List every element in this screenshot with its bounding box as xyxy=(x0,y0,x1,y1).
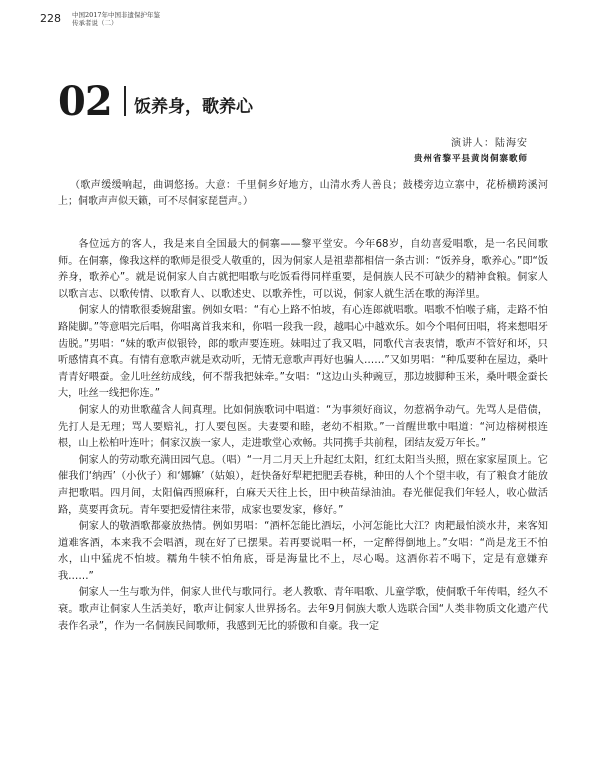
speaker-affiliation: 贵州省黎平县黄岗侗寨歌师 xyxy=(413,154,528,164)
journal-line-2: 传承者说（二） xyxy=(72,19,118,27)
body-paragraph-6: 侗家人一生与歌为伴，侗家人世代与歌同行。老人教歌、青年唱歌、儿童学歌，使侗歌千年传唱，经久不衰。歌声让侗家人生活美好，歌声让侗家人世界扬名。去年9月侗族大歌人选联合国“人类非物质文化遗产代表作名录”，作为一名侗族民间歌师，我感到无比的骄傲和自豪。我一定 xyxy=(58,587,548,632)
speaker-name: 演讲人：陆海安 xyxy=(451,138,528,149)
chapter-number: 02 xyxy=(58,78,112,125)
intro-paragraph: （歌声缓缓响起，曲调悠扬。大意：千里侗乡好地方，山清水秀人善良；鼓楼旁边立寨中，花桥横跨溪河上；侗歌声声似天籁，可不尽侗家琵琶声。） xyxy=(58,180,548,207)
journal-line-1: 中国2017年中国非遗保护年鉴 xyxy=(72,11,161,19)
body-paragraph-1: 各位远方的客人，我是来自全国最大的侗寨——黎平堂安。今年68岁，自幼喜爱唱歌，是一名民间歌师。在侗寨，像我这样的歌师是很受人敬重的，因为侗家人是祖辈都相信一条古训：“饭养身，歌养心。”即“饭养身，歌养心”。就是说侗家人自古就把唱歌与吃饭看得同样重要，是侗族人民不可缺少的精神食粮。侗家人以歌言志、以歌传情、以歌育人、以歌述史、以歌养性，可以说，侗家人就生活在歌的海洋里。 xyxy=(58,239,548,300)
article-body xyxy=(58,237,548,635)
body-paragraph-4: 侗家人的劳动歌充满田园气息。（唱）“一月二月天上升起红太阳，红红太阳当头照，照在家家屋顶上。它催我们‘纳西’（小伙子）和‘娜嫲’（姑娘），赶快备好犁耙把肥丢春桃，种田的人个个望丰收，有了粮食才能放声把歌唱。四月间，太阳偏西照麻秆，白麻天天往上长，田中秧苗绿油油。春光催促我们年轻人，收心做活路，莫要再贪玩。青年要把爱情往来带，成家也要发家，修好。” xyxy=(58,454,548,516)
body-paragraph-5: 侗家人的敬酒歌都豪放热情。例如男唱：“酒杯怎能比酒坛，小河怎能比大江？肉耙最怕淡水井，来客知道难客酒，本来我不会唱酒，现在好了已摆果。若再要说唱一杯，一定醉得倒地上。”女唱：“尚是龙王不怕水，山中猛虎不怕坡。糯角牛犊不怕角底，哥是海量比不上，尽心喝。这酒你若不喝下，定是有意嫌弃我……” xyxy=(58,521,548,582)
body-paragraph-3: 侗家人的劝世歌蕴含人间真理。比如侗族歌词中唱道：“为事须好商议，勿惹祸争动气。先骂人是借债，先打人是无理；骂人要赔礼，打人要包医。夫妻要和睦，老幼不相欺。”一首醒世歌中唱道：“河边榕树根连根，山上松柏叶连叶；侗家汉族一家人，走进歌堂心欢畅。共同携手共前程，团结友爱万年长。” xyxy=(58,404,548,450)
title-divider xyxy=(124,86,126,116)
body-paragraph-2: 侗家人的情歌很委婉甜蜜。例如女唱：“有心上路不怕坡，有心连郎就唱歌。唱歌不怕喉子痛，走路不怕路陡脚。”等意唱完后唱，你唱离首我来和，你唱一段我一段，越唱心中越欢乐。如今个唱何田唱，将来想唱牙齿脱。”男唱：“妹的歌声似银铃，郎的歌声要连班。妹唱过了我又唱，同歌代言表衷情，歌声不管好和坏，只听感情真不真。有情有意歌声就是欢动听，无情无意歌声再好也骗人……”又如男唱：“种瓜要种在屋边，桑叶青青好喂蚕。金儿吐丝纺成线，何不帮我把妹牵。”女唱：“这边山头种豌豆，那边坡脚种玉米，桑叶喂金蚕长大，吐丝一线把你连。” xyxy=(58,305,548,400)
article-title: 饭养身，歌养心 xyxy=(134,97,253,117)
page-number: 228 xyxy=(40,12,61,25)
journal-name xyxy=(72,11,160,27)
